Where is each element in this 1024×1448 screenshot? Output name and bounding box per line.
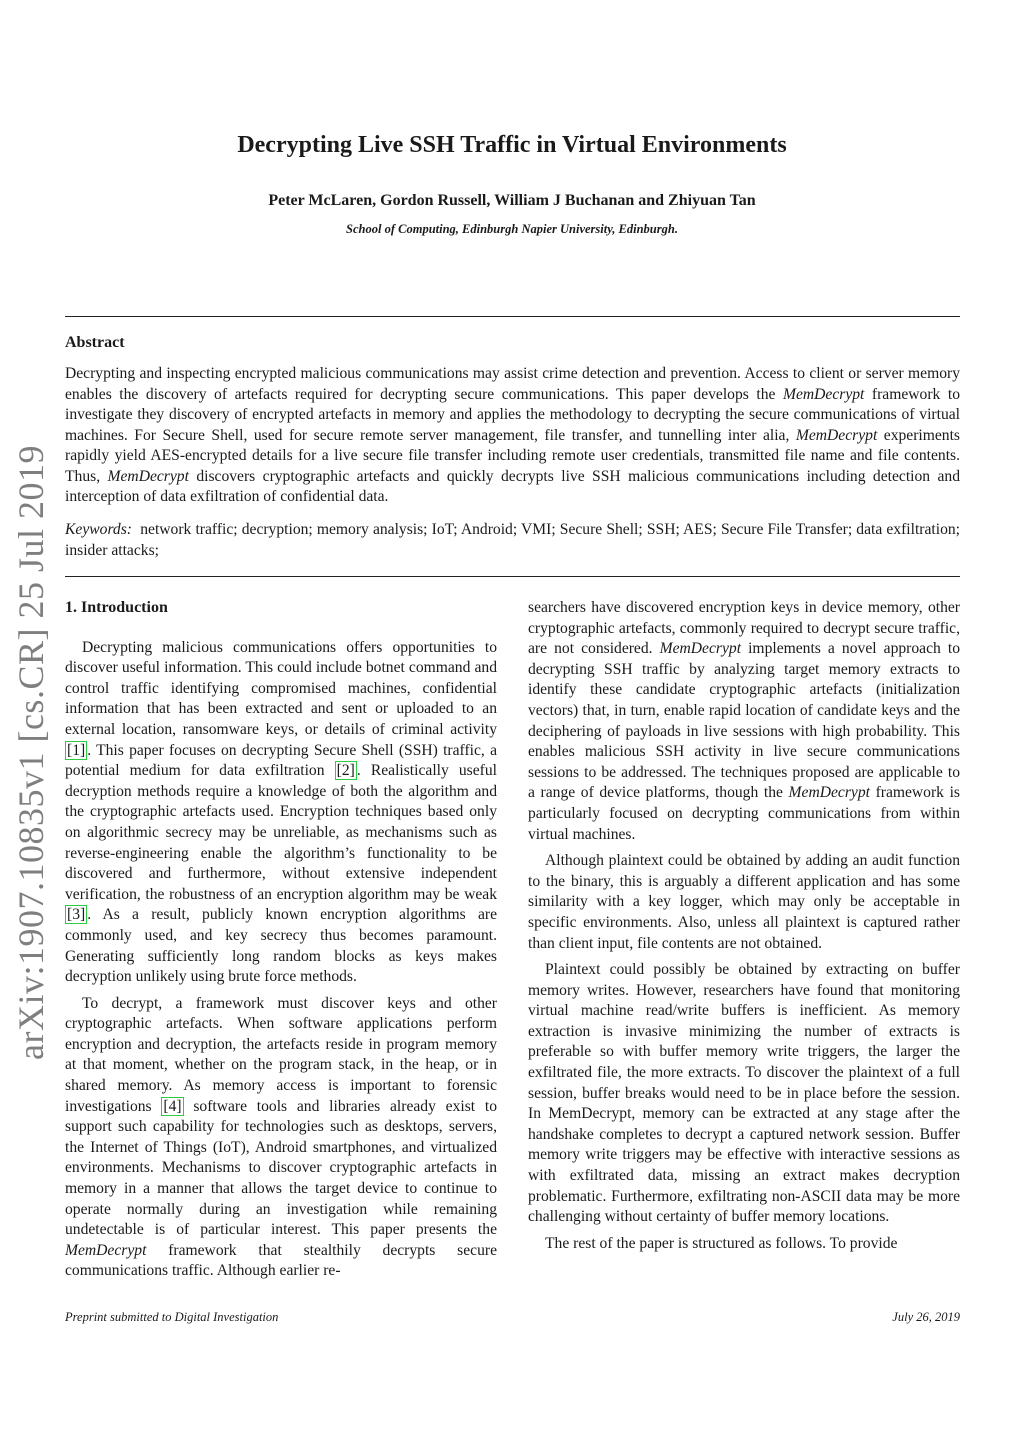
arxiv-identifier: arXiv:1907.10835v1 [cs.CR] 25 Jul 2019 (11, 445, 51, 1060)
right-column (528, 598, 960, 1260)
footer-date: July 26, 2019 (892, 1310, 960, 1324)
citation-link[interactable]: [1] (67, 741, 86, 759)
affiliation: School of Computing, Edinburgh Napier University, Edinburgh. (346, 222, 678, 236)
intro-paragraph-5: The rest of the paper is structured as follows. To provide (545, 1234, 898, 1252)
top-divider (65, 316, 960, 317)
author-list: Peter McLaren, Gordon Russell, William J Buchanan and Zhiyuan Tan (268, 192, 756, 209)
intro-paragraph-3: Although plaintext could be obtained by adding an audit function to the binary, this is arguably a different application and has some similarity with a key logger, which may only be acceptable in specific environments. Also, unless all plaintext is captured rather than client input, file contents are not obtained. (528, 852, 960, 952)
keywords-text: network traffic; decryption; memory analysis; IoT; Android; VMI; Secure Shell; SSH; AES; Secure File Transfer; data exfiltration; insider attacks; (65, 521, 961, 559)
intro-paragraph-2: To decrypt, a framework must discover keys and other cryptographic artefacts. When software applications perform encryption and decryption, the artefacts reside in program memory at that moment, whether on the program stack, in the heap, or in shared memory. As memory access is important to forensic investigations [4] software tools and libraries already exist to support such capability for technologies such as desktops, servers, the Internet of Things (IoT), Android smartphones, and virtualized environments. Mechanisms to discover cryptographic artefacts in memory in a manner that allows the target device to continue to operate normally during an investigation while remaining undetectable is of particular interest. This paper presents the MemDecrypt framework that stealthily decrypts secure communications traffic. Although earlier re- (65, 994, 497, 1280)
intro-paragraph-continued: searchers have discovered encryption keys in device memory, other cryptographic artefacts, commonly required to decrypt secure traffic, are not considered. MemDecrypt implements a novel approach to decrypting SSH traffic by analyzing target memory extracts to identify these candidate cryptographic artefacts (initialization vectors) that, in turn, enable rapid location of candidate keys and the deciphering of payloads in live sessions with high probability. This enables malicious SSH activity in live secure communications sessions to be addressed. The techniques proposed are applicable to a range of device platforms, though the MemDecrypt framework is particularly focused on decrypting communications from within virtual machines. (528, 599, 960, 843)
abstract-text: Decrypting and inspecting encrypted malicious communications may assist crime detection and prevention. Access to client or server memory enables the discovery of artefacts required for decrypting secure communications. This paper develops the MemDecrypt framework to investigate they discovery of encrypted artefacts in memory and applies the methodology to decrypting the secure communications of virtual machines. For Secure Shell, used for secure remote server management, file transfer, and tunnelling inter alia, MemDecrypt experiments rapidly yield AES-encrypted details for a live secure file transfer including remote user credentials, transmitted file name and file contents. Thus, MemDecrypt discovers cryptographic artefacts and quickly decrypts live SSH malicious communications including detection and interception of data exfiltration of confidential data. (65, 365, 961, 505)
citation-link[interactable]: [2] (336, 762, 355, 780)
paper-title: Decrypting Live SSH Traffic in Virtual Environments (237, 132, 787, 158)
keywords-label: Keywords: (65, 521, 132, 538)
section-heading-introduction: 1. Introduction (65, 599, 168, 616)
citation-link[interactable]: [4] (163, 1097, 182, 1115)
footer-preprint-note: Preprint submitted to Digital Investigation (65, 1310, 279, 1324)
intro-paragraph-1: Decrypting malicious communications offers opportunities to discover useful information. This could include botnet command and control traffic identifying compromised machines, confidential information that has been extracted and sent or uploaded to an external location, ransomware keys, or details of criminal activity [1] . This paper focuses on decrypting Secure Shell (SSH) traffic, a potential medium for data exfiltration [2] . Realistically useful decryption methods require a knowledge of both the algorithm and the cryptographic artefacts used. Encryption techniques based only on algorithmic secrecy may be unreliable, as mechanisms such as reverse-engineering enable the algorithm’s functionality to be discovered and furthermore, without extensive independent verification, the robustness of an encryption algorithm may be weak [3] . As a result, publicly known encryption algorithms are commonly used, and key secrecy thus becomes paramount. Generating sufficiently long random blocks as keys makes decryption unlikely using brute force methods. (65, 638, 497, 986)
abstract-heading: Abstract (65, 334, 125, 351)
intro-paragraph-4: Plaintext could possibly be obtained by extracting on buffer memory writes. However, researchers have found that monitoring virtual machine read/write buffers is inefficient. As memory extraction is invasive minimizing the number of extracts is preferable so with buffer memory write triggers, the larger the exfiltrated file, the more extracts. To discover the plaintext of a full session, buffer breaks would need to be in place before the session. In MemDecrypt, memory can be extracted at any stage after the handshake completes to decrypt a captured network session. Buffer memory write triggers may be effective with interactive sessions as with exfiltrated data, missing an extract makes decryption problematic. Furthermore, exfiltrating non-ASCII data may be more challenging without certainty of buffer memory locations. (528, 961, 960, 1226)
left-column (65, 598, 497, 1288)
keywords (65, 520, 960, 561)
abstract-divider (65, 576, 960, 577)
citation-link[interactable]: [3] (67, 906, 86, 924)
